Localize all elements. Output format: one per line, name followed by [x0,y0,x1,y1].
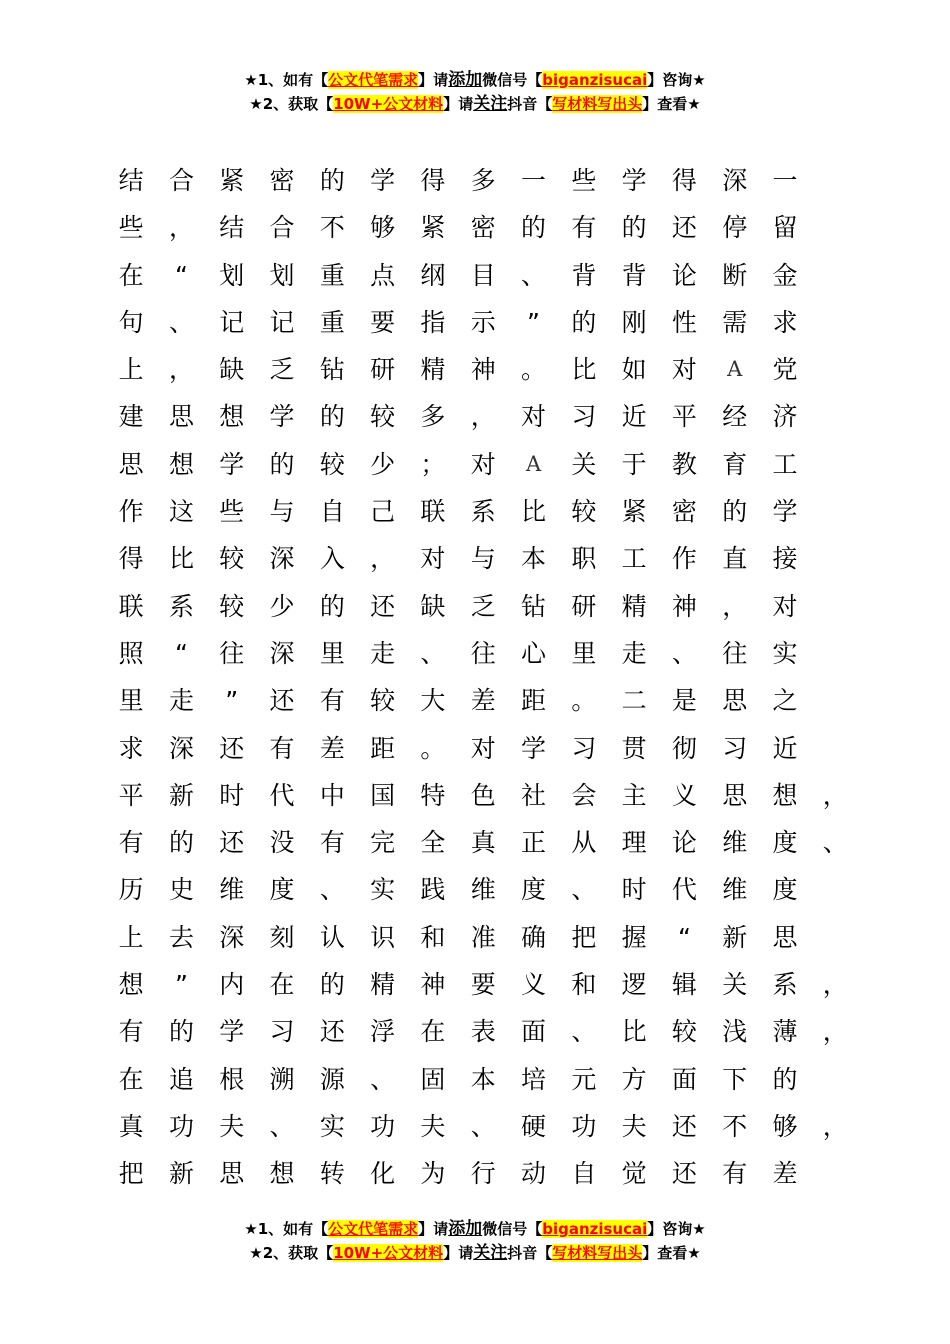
body-line: 里 走 ” 还 有 较 大 差 距 。 二 是 思 之 [118,686,798,716]
douyin-id: 写材料写出头 [552,95,643,113]
body-line: 在 追 根 溯 源 、 固 本 培 元 方 面 下 的 [118,1064,798,1094]
body-line: 历 史 维 度 、 实 践 维 度 、 时 代 维 度 [118,875,798,905]
body-line: 真 功 夫 、 实 功 夫 、 硬 功 夫 还 不 够 ， [118,1111,848,1141]
body-line: 上 ， 缺 乏 钻 研 精 神 。 比 如 对 A 党 [118,355,798,385]
materials-highlight: 10W+公文材料 [333,95,444,113]
body-line: 有 的 学 习 还 浮 在 表 面 、 比 较 浅 薄 ， [118,1017,848,1047]
service-highlight: 公文代笔需求 [328,71,419,89]
header-line-1: ★1、如有【公文代笔需求】请添加微信号【biganzisucai】咨询★ [244,70,706,90]
body-line: 建 思 想 学 的 较 多 ， 对 习 近 平 经 济 [118,402,798,432]
wechat-id: biganzisucai [542,71,648,89]
star-icon: ★ [244,71,258,89]
document-body [106,157,866,1198]
footer-banner [0,1217,950,1265]
body-line: 平 新 时 代 中 国 特 色 社 会 主 义 思 想 ， [118,780,848,810]
body-line: 句 、 记 记 重 要 指 示 ” 的 刚 性 需 求 [118,307,798,337]
body-line: 上 去 深 刻 认 识 和 准 确 把 握 “ 新 思 [118,922,798,952]
header-line-2: ★2、获取【10W+公文材料】请关注抖音【写材料写出头】查看★ [249,94,701,114]
header-banner [0,68,950,116]
body-line: 思 想 学 的 较 少 ； 对 A 关 于 教 育 工 [118,449,798,479]
body-line: 照 “ 往 深 里 走 、 往 心 里 走 、 往 实 [118,638,798,668]
body-line: 有 的 还 没 有 完 全 真 正 从 理 论 维 度 、 [118,828,848,858]
body-line: 在 “ 划 划 重 点 纲 目 、 背 背 论 断 金 [118,260,798,290]
star-icon: ★ [249,1244,263,1262]
body-line: 得 比 较 深 入 ， 对 与 本 职 工 作 直 接 [118,544,798,574]
star-icon: ★ [249,95,263,113]
wechat-id: biganzisucai [542,1220,648,1238]
body-line: 联 系 较 少 的 还 缺 乏 钻 研 精 神 ， 对 [118,591,798,621]
service-highlight: 公文代笔需求 [328,1220,419,1238]
footer-line-2: ★2、获取【10W+公文材料】请关注抖音【写材料写出头】查看★ [249,1243,701,1263]
douyin-id: 写材料写出头 [552,1244,643,1262]
body-line: 想 ” 内 在 的 精 神 要 义 和 逻 辑 关 系 ， [118,970,848,1000]
body-line: 结 合 紧 密 的 学 得 多 一 些 学 得 深 一 [118,166,798,195]
footer-line-1: ★1、如有【公文代笔需求】请添加微信号【biganzisucai】咨询★ [244,1219,706,1239]
body-line: 求 深 还 有 差 距 。 对 学 习 贯 彻 习 近 [118,733,798,763]
body-line: 把 新 思 想 转 化 为 行 动 自 觉 还 有 差 [118,1159,798,1189]
star-icon: ★ [244,1220,258,1238]
body-line: 些 ， 结 合 不 够 紧 密 的 有 的 还 停 留 [118,213,798,243]
body-line: 作 这 些 与 自 己 联 系 比 较 紧 密 的 学 [118,497,798,527]
materials-highlight: 10W+公文材料 [333,1244,444,1262]
